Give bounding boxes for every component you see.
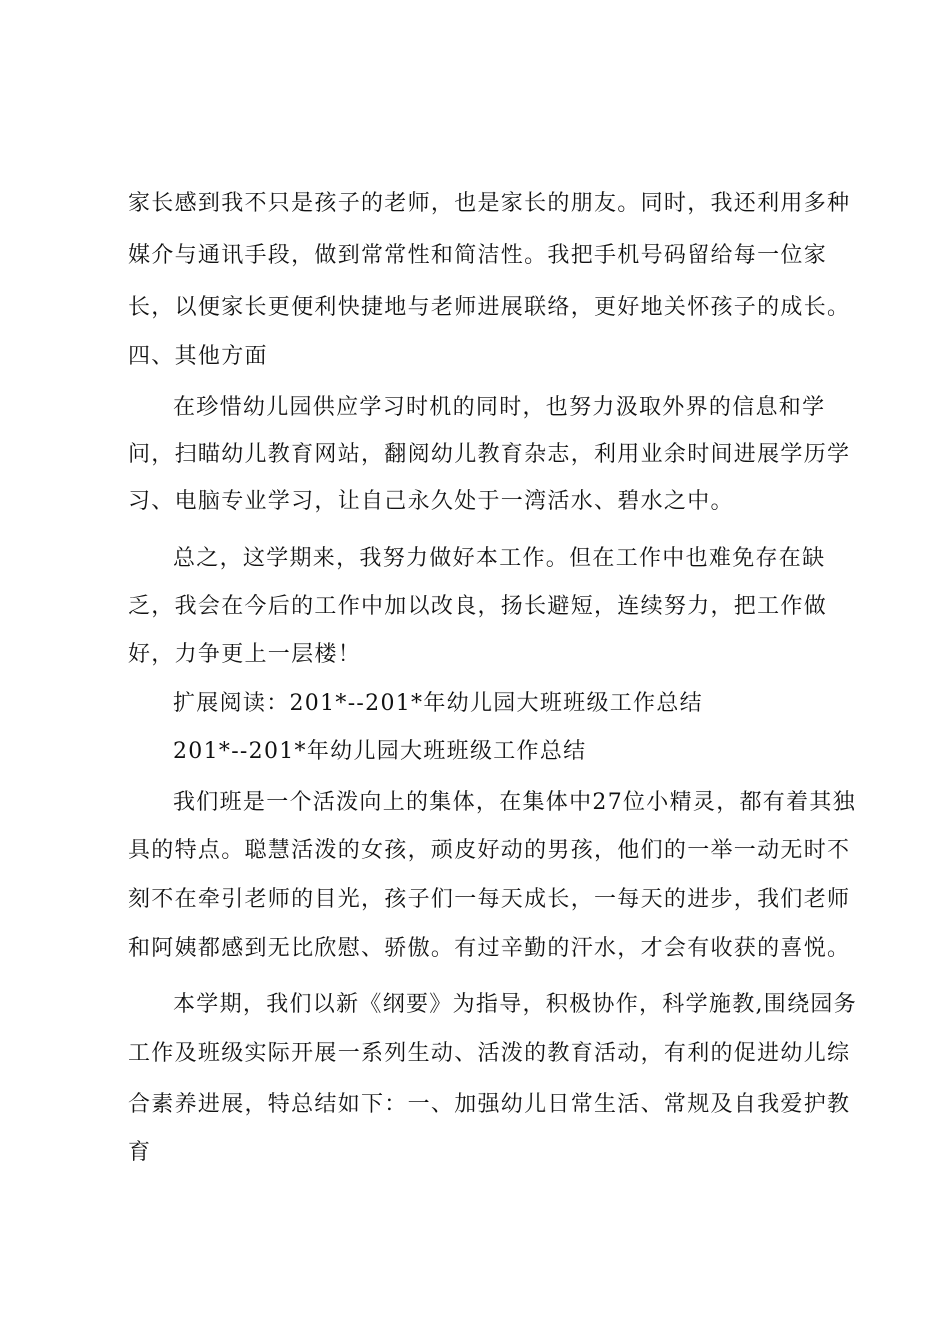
paragraph-line: 家长感到我不只是孩子的老师，也是家长的朋友。同时，我还利用多种: [128, 191, 851, 216]
paragraph-line: 本学期，我们以新《纲要》为指导，积极协作，科学施教,围绕园务: [173, 992, 857, 1017]
extended-reading-line: 扩展阅读：201*--201*年幼儿园大班班级工作总结: [173, 691, 703, 716]
paragraph-line: 媒介与通讯手段，做到常常性和简洁性。我把手机号码留给每一位家: [128, 243, 828, 268]
paragraph-line: 总之，这学期来，我努力做好本工作。但在工作中也难免存在缺: [173, 546, 826, 571]
paragraph-line: 工作及班级实际开展一系列生动、活泼的教育活动，有利的促进幼儿综: [128, 1041, 851, 1066]
paragraph-line: 和阿姨都感到无比欣慰、骄傲。有过辛勤的汗水，才会有收获的喜悦。: [128, 936, 851, 961]
article-title: 201*--201*年幼儿园大班班级工作总结: [173, 739, 587, 764]
paragraph-line: 我们班是一个活泼向上的集体，在集体中27位小精灵，都有着其独: [173, 790, 856, 815]
paragraph-line: 在珍惜幼儿园供应学习时机的同时，也努力汲取外界的信息和学: [173, 395, 826, 420]
paragraph-line: 长，以便家长更便利快捷地与老师进展联络，更好地关怀孩子的成长。: [128, 295, 851, 320]
paragraph-line: 育: [128, 1140, 152, 1165]
paragraph-line: 问，扫瞄幼儿教育网站，翻阅幼儿教育杂志，利用业余时间进展学历学: [128, 442, 851, 467]
paragraph-line: 合素养进展，特总结如下：一、加强幼儿日常生活、常规及自我爱护教: [128, 1092, 851, 1117]
paragraph-line: 刻不在牵引老师的目光，孩子们一每天成长，一每天的进步，我们老师: [128, 887, 851, 912]
paragraph-line: 乏，我会在今后的工作中加以改良，扬长避短，连续努力，把工作做: [128, 594, 828, 619]
paragraph-line: 具的特点。聪慧活泼的女孩，顽皮好动的男孩，他们的一举一动无时不: [128, 838, 851, 863]
paragraph-line: 好，力争更上一层楼！: [128, 642, 362, 667]
paragraph-line: 习、电脑专业学习，让自己永久处于一湾活水、碧水之中。: [128, 489, 734, 514]
section-heading: 四、其他方面: [128, 344, 268, 369]
